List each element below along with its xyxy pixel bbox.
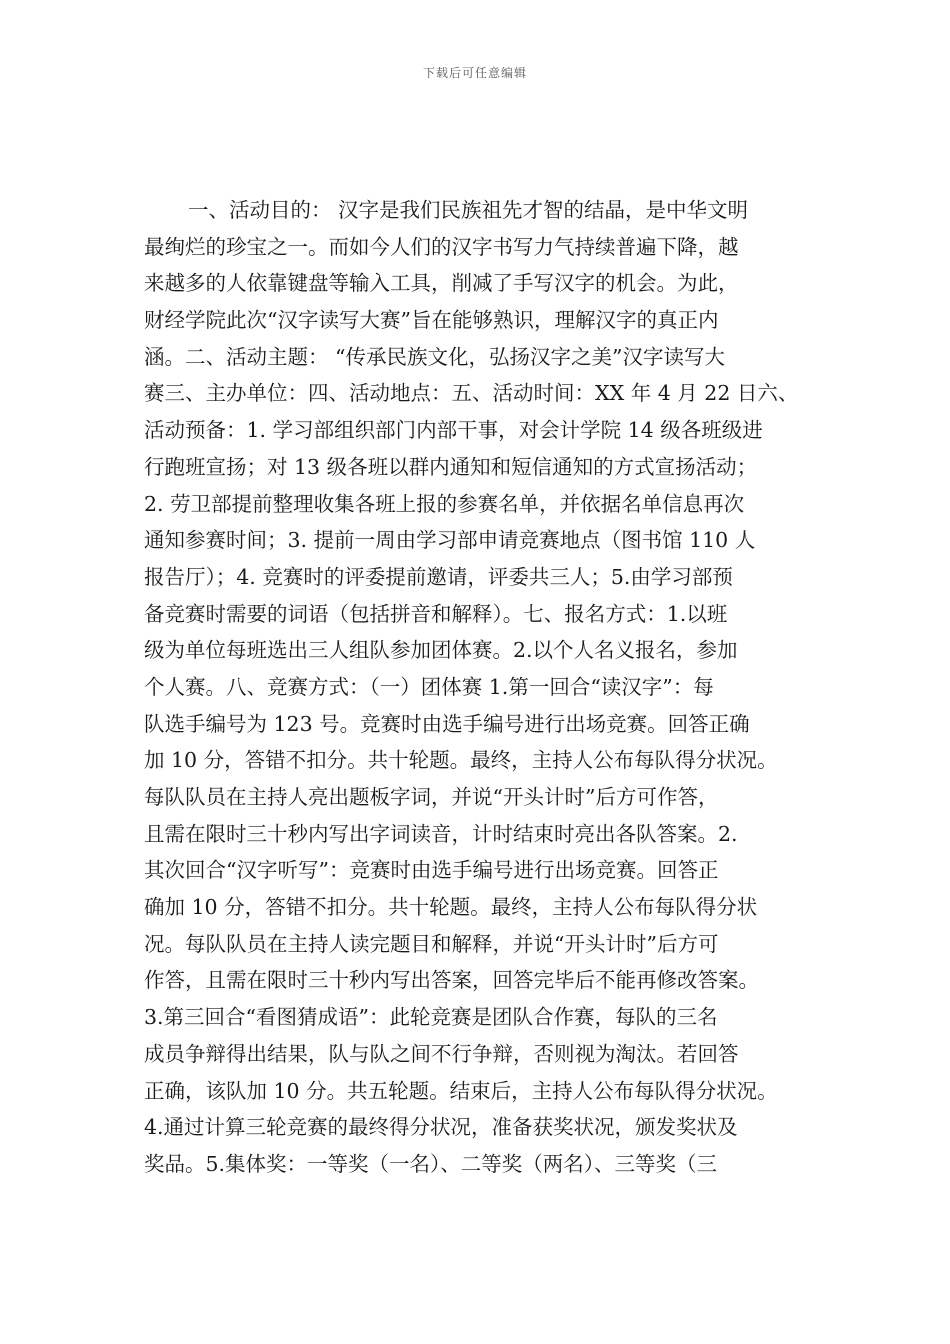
paragraph-line: 成员争辩得出结果，队与队之间不行争辩，否则视为淘汰。若回答 [144,1041,739,1066]
paragraph-line: 来越多的人依靠键盘等输入工具，削减了手写汉字的机会。为此， [144,271,739,296]
paragraph-line: 备竞赛时需要的词语（包括拼音和解释）。七、报名方式：1.以班 [144,601,728,626]
document-body [144,192,808,1183]
paragraph-line: 级为单位每班选出三人组队参加团体赛。2.以个人名义报名，参加 [144,638,738,663]
paragraph-line: 队选手编号为 123 号。竞赛时由选手编号进行出场竞赛。回答正确 [144,711,750,736]
paragraph-line: 确加 10 分，答错不扣分。共十轮题。最终，主持人公布每队得分状 [144,895,758,920]
paragraph-line: 且需在限时三十秒内写出字词读音，计时结束时亮出各队答案。2. [144,821,738,846]
paragraph-line: 赛三、主办单位：四、活动地点：五、活动时间：XX 年 4 月 22 日六、 [144,381,799,406]
paragraph-line: 涵。二、活动主题： “传承民族文化，弘扬汉字之美”汉字读写大 [144,344,725,369]
paragraph-line: 况。每队队员在主持人读完题目和解释，并说“开头计时”后方可 [144,931,719,956]
paragraph-line: 奖品。5.集体奖：一等奖（一名）、二等奖（两名）、三等奖（三 [144,1151,718,1176]
paragraph-line: 3.第三回合“看图猜成语”：此轮竞赛是团队合作赛，每队的三名 [144,1005,718,1030]
paragraph-line: 报告厅）；4. 竞赛时的评委提前邀请，评委共三人；5.由学习部预 [144,564,733,589]
paragraph-line: 每队队员在主持人亮出题板字词，并说“开头计时”后方可作答， [144,785,719,809]
paragraph-line: 正确，该队加 10 分。共五轮题。结束后，主持人公布每队得分状况。 [144,1078,778,1103]
paragraph-line: 行跑班宣扬；对 13 级各班以群内通知和短信通知的方式宣扬活动； [144,454,758,479]
page-header-note: 下载后可任意编辑 [422,66,527,80]
paragraph-line: 作答，且需在限时三十秒内写出答案，回答完毕后不能再修改答案。 [144,968,759,993]
paragraph-line: 最绚烂的珍宝之一。而如今人们的汉字书写力气持续普遍下降，越 [144,234,739,259]
paragraph-line: 4.通过计算三轮竞赛的最终得分状况，准备获奖状况，颁发奖状及 [144,1115,738,1140]
paragraph-line: 加 10 分，答错不扣分。共十轮题。最终，主持人公布每队得分状况。 [144,748,778,773]
paragraph-line: 个人赛。八、竞赛方式：（一）团体赛 1.第一回合“读汉字”：每 [144,674,714,699]
paragraph-line: 财经学院此次“汉字读写大赛”旨在能够熟识，理解汉字的真正内 [144,308,719,333]
paragraph-line: 其次回合“汉字听写”：竞赛时由选手编号进行出场竞赛。回答正 [144,858,719,883]
paragraph-line: 一、活动目的： 汉字是我们民族祖先才智的结晶，是中华文明 [188,198,749,222]
paragraph-line: 通知参赛时间；3. 提前一周由学习部申请竞赛地点（图书馆 110 人 [144,528,756,553]
paragraph-line: 活动预备：1. 学习部组织部门内部干事，对会计学院 14 级各班级进 [144,418,763,443]
paragraph-line: 2. 劳卫部提前整理收集各班上报的参赛名单，并依据名单信息再次 [144,491,745,516]
